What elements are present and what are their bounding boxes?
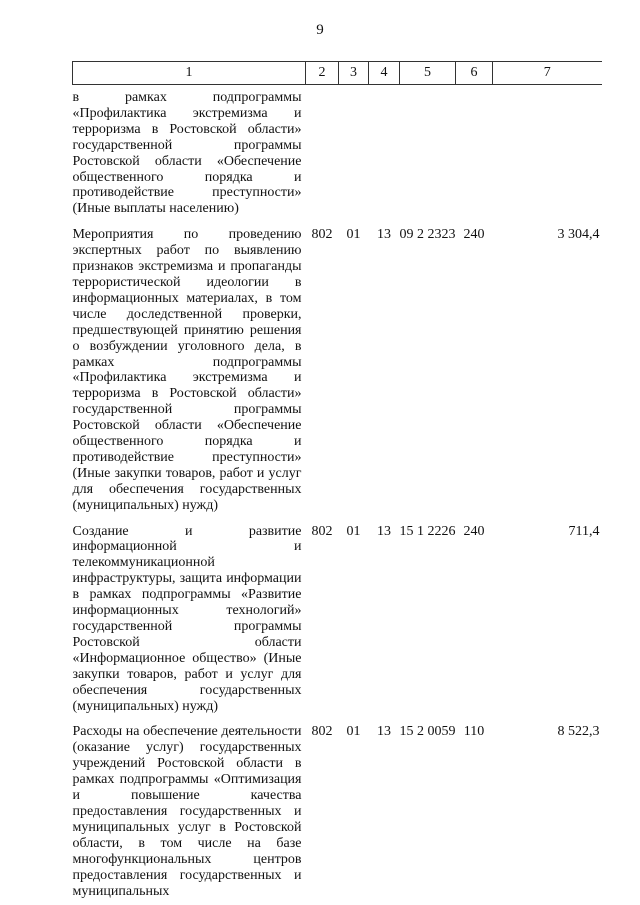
header-col-5: 5 [400, 62, 456, 85]
row-code-4: 13 [377, 523, 391, 539]
row-code-3: 01 [346, 227, 361, 243]
row-code-2: 802 [311, 724, 333, 740]
row-description: в рамках подпрограммы «Профилактика экстремизма и терроризма в Ростовской области» государственной программы Ростовской области «Обеспечение общественного порядка и противодействие преступности» (Иные выплаты населению) [72, 90, 302, 217]
budget-table [72, 61, 602, 899]
row-code-6: 110 [463, 724, 485, 740]
row-amount: 8 522,3 [557, 724, 600, 740]
row-code-3: 01 [346, 724, 361, 740]
row-amount: 3 304,4 [557, 227, 600, 243]
row-description: Расходы на обеспечение деятельности (оказание услуг) государственных учреждений Ростовской области в рамках подпрограммы «Оптимизация и повышение качества предоставления государственных и муниципальных услуг в Ростовской области, в том числе на базе многофункциональных центров предоставления государственных и муниципальных [72, 724, 302, 899]
row-code-3: 01 [346, 523, 361, 539]
row-code-4: 13 [377, 724, 391, 740]
row-code-5: 09 2 2323 [399, 227, 456, 243]
row-code-6: 240 [463, 227, 485, 243]
header-col-7: 7 [493, 62, 602, 85]
header-col-6: 6 [456, 62, 493, 85]
row-code-5 [400, 85, 456, 218]
row-amount: 711,4 [568, 523, 600, 539]
header-col-3: 3 [339, 62, 369, 85]
row-code-5: 15 2 0059 [399, 724, 456, 740]
row-code-6 [456, 85, 493, 218]
page-number: 9 [316, 22, 324, 38]
row-code-4: 13 [377, 227, 391, 243]
header-col-1: 1 [73, 62, 306, 85]
table-row [73, 714, 602, 899]
table-header [73, 62, 602, 85]
row-code-6: 240 [463, 523, 485, 539]
row-code-3 [339, 85, 369, 218]
header-col-4: 4 [369, 62, 400, 85]
table-row [73, 514, 602, 715]
table-row [73, 85, 602, 218]
row-code-4 [369, 85, 400, 218]
row-code-2: 802 [311, 227, 333, 243]
header-col-2: 2 [306, 62, 339, 85]
table-row [73, 217, 602, 513]
row-code-2 [306, 85, 339, 218]
row-amount [493, 85, 602, 218]
row-description: Создание и развитие информационной и телекоммуникационной инфраструктуры, защита информации в рамках подпрограммы «Развитие информационных технологий» государственной программы Ростовской области «Информационное общество» (Иные закупки товаров, работ и услуг для обеспечения государственных (муниципальных) нужд) [72, 523, 302, 714]
row-code-5: 15 1 2226 [399, 523, 456, 539]
row-description: Мероприятия по проведению экспертных работ по выявлению признаков экстремизма и пропаганды террористической идеологии в информационных материалах, в том числе доследственной проверки, предшествующей принятию решения о возбуждении уголовного дела, в рамках подпрограммы «Профилактика экстремизма и терроризма в Ростовской области» государственной программы Ростовской области «Обеспечение общественного порядка и противодействие преступности» (Иные закупки товаров, работ и услуг для обеспечения государственных (муниципальных) нужд) [72, 227, 302, 513]
row-code-2: 802 [311, 523, 333, 539]
